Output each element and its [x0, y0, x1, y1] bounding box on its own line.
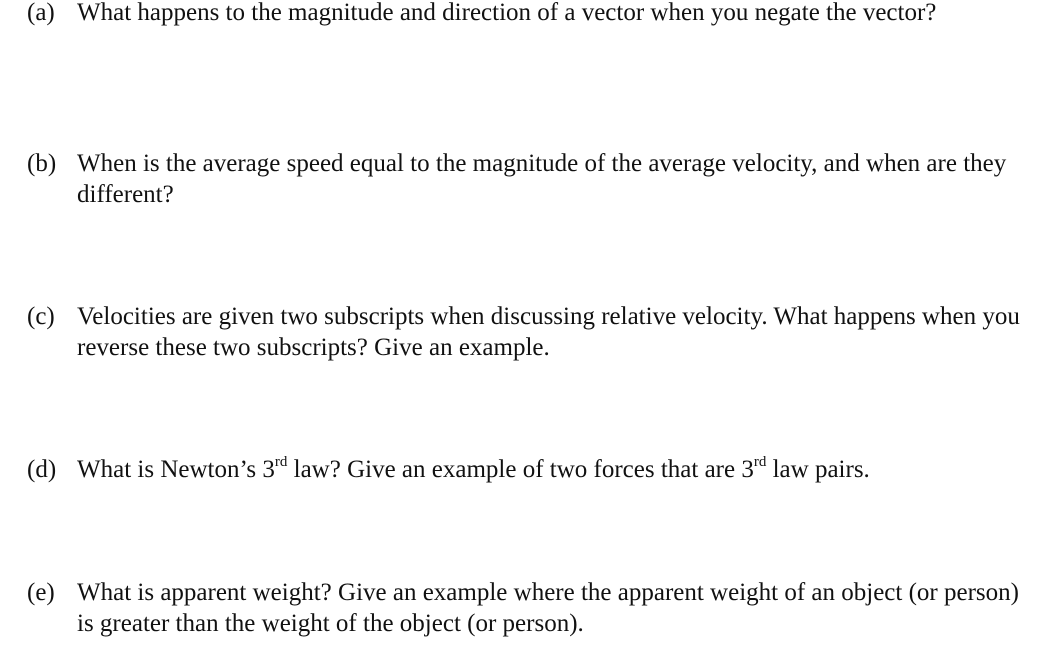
question-d — [27, 454, 1027, 485]
question-b — [27, 148, 1027, 210]
question-label: (b) — [27, 150, 57, 177]
question-text — [77, 454, 1027, 485]
question-text-part: What is Newton’s 3 — [77, 456, 275, 483]
question-a — [27, 0, 1027, 28]
question-c — [27, 301, 1027, 363]
question-label: (d) — [27, 456, 57, 483]
question-text: Velocities are given two subscripts when discussing relative velocity. What happens when you reverse these two subscripts? Give an example. — [77, 303, 1020, 361]
ordinal-superscript: rd — [274, 453, 288, 470]
question-text: What happens to the magnitude and direction of a vector when you negate the vector? — [77, 0, 937, 26]
question-text-part: law pairs. — [766, 456, 870, 483]
question-label: (e) — [27, 579, 55, 606]
question-text: When is the average speed equal to the magnitude of the average velocity, and when are they different? — [77, 150, 1007, 208]
question-label: (a) — [27, 0, 55, 26]
ordinal-superscript: rd — [753, 453, 767, 470]
question-text-part: law? Give an example of two forces that are 3 — [287, 456, 754, 483]
question-label: (c) — [27, 303, 55, 330]
question-text: What is apparent weight? Give an example where the apparent weight of an object (or person) is greater than the weight of the object (or person). — [77, 579, 1019, 637]
question-e — [27, 577, 1027, 639]
